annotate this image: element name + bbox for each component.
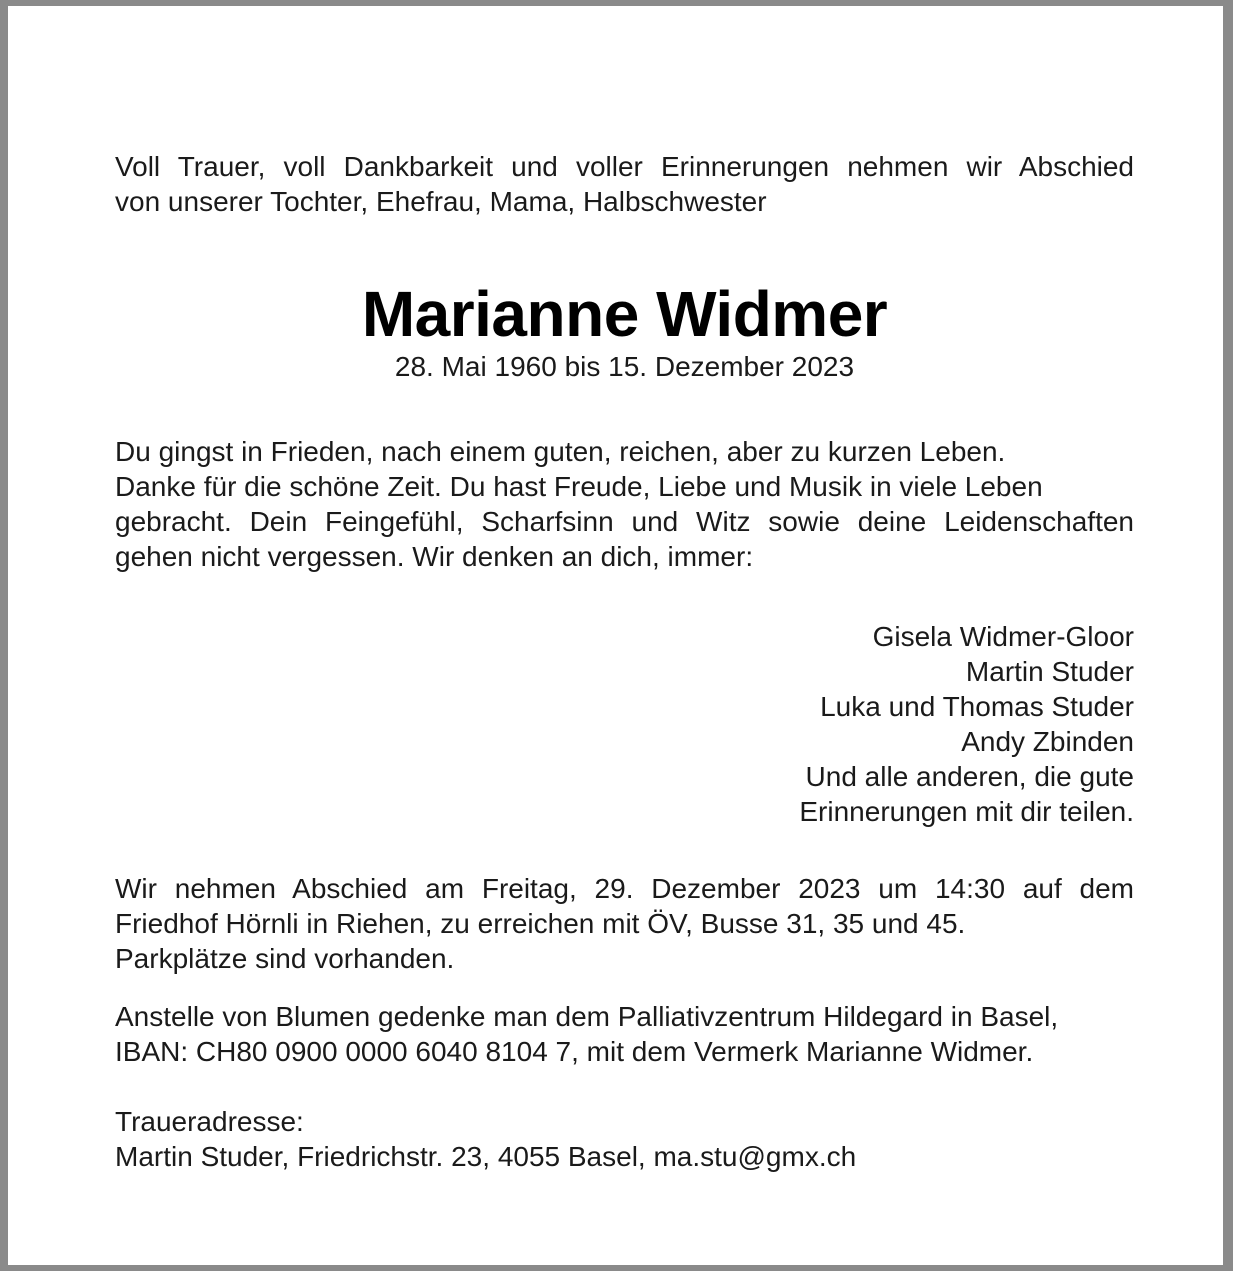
mourners-list — [115, 619, 1134, 829]
ceremony-line: Parkplätze sind vorhanden. — [115, 943, 455, 974]
ceremony-line: Wir nehmen Abschied am Freitag, 29. Dezember 2023 um 14:30 auf dem — [115, 873, 1134, 904]
tribute-line: Danke für die schöne Zeit. Du hast Freude, Liebe und Musik in viele Leben — [115, 471, 1043, 502]
mourner-name: Und alle anderen, die gute — [805, 761, 1134, 792]
mourner-name: Martin Studer — [965, 656, 1134, 687]
mourner-name: Luka und Thomas Studer — [820, 691, 1134, 722]
obituary-notice — [115, 149, 1134, 1174]
tribute-line: gebracht. Dein Feingefühl, Scharfsinn und Witz sowie deine Leidenschaften — [115, 506, 1134, 537]
mourner-name: Erinnerungen mit dir teilen. — [799, 796, 1134, 827]
mourner-name: Andy Zbinden — [961, 726, 1134, 757]
intro-paragraph — [115, 149, 1134, 219]
intro-line: Voll Trauer, voll Dankbarkeit und voller Erinnerungen nehmen wir Abschied — [115, 151, 1134, 182]
life-dates: 28. Mai 1960 bis 15. Dezember 2023 — [394, 351, 855, 382]
tribute-line: Du gingst in Frieden, nach einem guten, reichen, aber zu kurzen Leben. — [115, 436, 1006, 467]
donation-line: Anstelle von Blumen gedenke man dem Palliativzentrum Hildegard in Basel, — [115, 1001, 1059, 1032]
address-block — [115, 1104, 1134, 1174]
tribute-paragraph — [115, 434, 1134, 574]
address-label: Traueradresse: — [115, 1106, 304, 1137]
tribute-line: gehen nicht vergessen. Wir denken an dich, immer: — [115, 541, 754, 572]
ceremony-line: Friedhof Hörnli in Riehen, zu erreichen mit ÖV, Busse 31, 35 und 45. — [115, 908, 966, 939]
address-value: Martin Studer, Friedrichstr. 23, 4055 Basel, ma.stu@gmx.ch — [115, 1141, 857, 1172]
mourner-name: Gisela Widmer-Gloor — [872, 621, 1134, 652]
deceased-name: Marianne Widmer — [361, 278, 888, 350]
donation-line: IBAN: CH80 0900 0000 6040 8104 7, mit dem Vermerk Marianne Widmer. — [115, 1036, 1034, 1067]
intro-line: von unserer Tochter, Ehefrau, Mama, Halbschwester — [115, 186, 767, 217]
ceremony-paragraph — [115, 871, 1134, 976]
donation-paragraph — [115, 999, 1134, 1069]
